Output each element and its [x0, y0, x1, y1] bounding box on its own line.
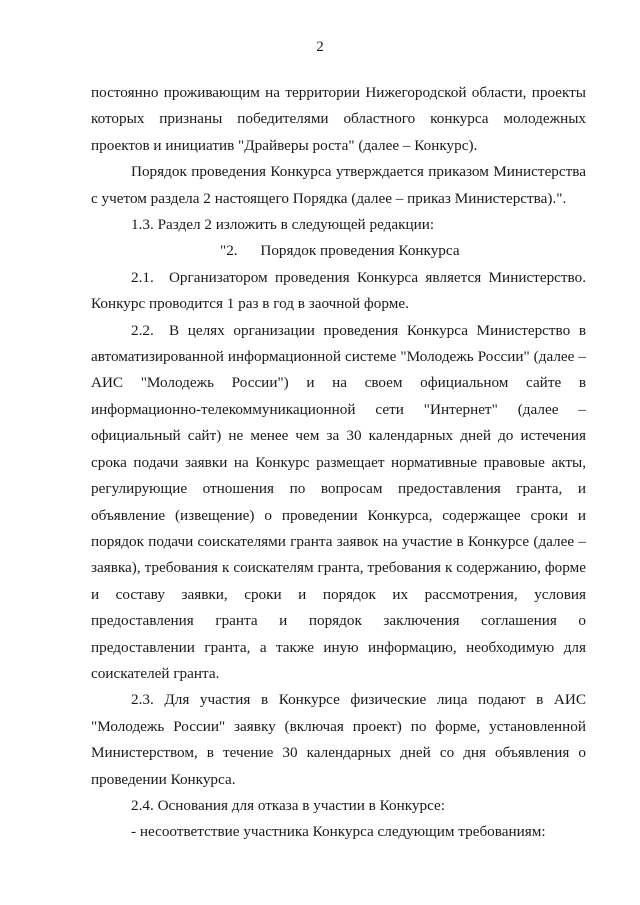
paragraph-2-1: 2.1. Организатором проведения Конкурса является Министерство. Конкурс проводится 1 раз в год в заочной форме.: [91, 268, 586, 313]
paragraph-requirements-item: - несоответствие участника Конкурса следующим требованиям:: [131, 823, 546, 841]
paragraph-section-1-3: 1.3. Раздел 2 изложить в следующей редакции:: [131, 216, 435, 234]
document-body: [91, 80, 586, 846]
section-2-heading: "2. Порядок проведения Конкурса: [220, 242, 460, 260]
paragraph-2-3: 2.3. Для участия в Конкурсе физические лица подают в АИС "Молодежь России" заявку (включая проект) по форме, установленной Министерством, в течение 30 календарных дней со дня объявления о проведении Конкурса.: [91, 691, 586, 788]
paragraph-2-4: 2.4. Основания для отказа в участии в Конкурсе:: [131, 796, 445, 814]
page-number: 2: [316, 39, 324, 55]
paragraph-2-2: 2.2. В целях организации проведения Конкурса Министерство в автоматизированной информационной системе "Молодежь России" (далее – АИС "Молодежь России") и на своем официальном сайте в информационно-телекоммуникационной сети "Интернет" (далее – официальный сайт) не менее чем за 30 календарных дней до истечения срока подачи заявки на Конкурс размещает нормативные правовые акты, регулирующие отношения по вопросам предоставления гранта, и объявление (извещение) о проведении Конкурса, содержащее сроки и порядок подачи соискателями гранта заявок на участие в Конкурсе (далее – заявка), требования к соискателям гранта, требования к содержанию, форме и составу заявки, сроки и порядок их рассмотрения, условия предоставления гранта и порядок заключения соглашения о предоставлении гранта, а также иную информацию, необходимую для соискателей гранта.: [91, 321, 586, 682]
paragraph-continuation: постоянно проживающим на территории Нижегородской области, проекты которых признаны победителями областного конкурса молодежных проектов и инициатив "Драйверы роста" (далее – Конкурс).: [91, 84, 586, 154]
paragraph-procedure-order: Порядок проведения Конкурса утверждается приказом Министерства с учетом раздела 2 настоящего Порядка (далее – приказ Министерства).".: [91, 163, 586, 207]
